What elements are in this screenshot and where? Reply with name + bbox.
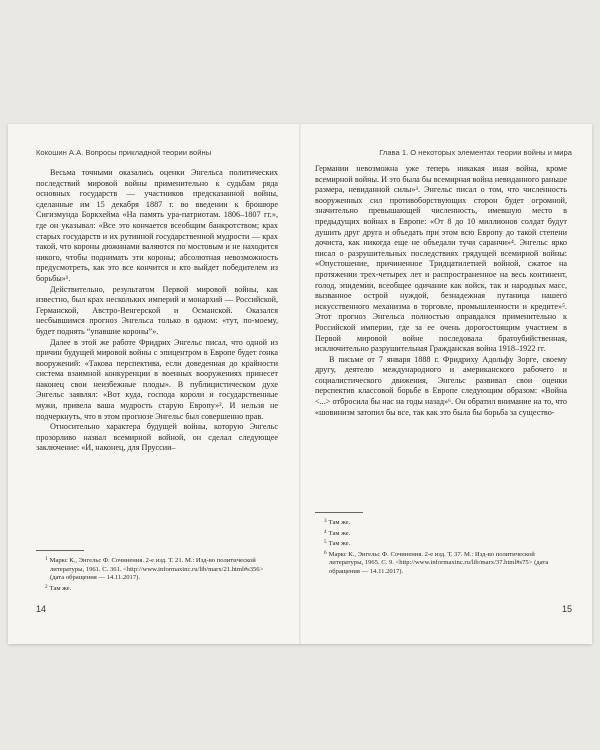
page-number: 14 xyxy=(36,604,47,614)
footnote xyxy=(315,517,567,528)
footnote-rule xyxy=(36,550,84,551)
right-page xyxy=(301,124,592,644)
footnote-rule xyxy=(315,512,363,513)
footnote xyxy=(36,555,278,583)
right-body-text xyxy=(315,164,567,418)
footnote-text: Там же. xyxy=(328,519,351,526)
paragraph: Германии невозможна уже теперь никакая иная война, кроме всемирной войны. И это была бы всемирная война невиданного раньше размера, невиданной силы»³. Энгельс писал о том, что численность вооруженных сил противоборствующих сторон будет огромной, значительно превышающей численность, имевшую место в предыдущих войнах в Европе: «От 8 до 10 миллионов солдат будут душить друг друга и объедать при этом всю Европу до такой степени дочиста, как никогда еще не объедали тучи саранчи»⁴. Энгельс ярко писал о разрушительных последствиях грядущей всемирной войны: «Опустошение, причиненное Тридцатилетней войной, сжатое на протяжении трех-четырех лет и распространенное на весь континент, голод, эпидемии, всеобщее одичание как войск, так и народных масс, вызванное острой нуждой, безнадежная путаница нашего искусственного механизма в торговле, промышленности и кредите»⁵. Этот прогноз Энгельса полностью оправдался применительно к Российской империи, где за ее очень дорогостоящим участием в Первой мировой войне последовала братоубийственная, исключительно разрушительная Гражданская война 1918–1922 гг. xyxy=(315,164,567,354)
paragraph: Относительно характера будущей войны, которую Энгельс прозорливо назвал всемирной войной, он сделал следующее заключение: «И, наконец, для Пруссии– xyxy=(36,422,278,453)
footnote-text: Там же. xyxy=(328,529,351,537)
footnote-number: 1 xyxy=(45,556,48,562)
footnote-number: 3 xyxy=(324,518,327,524)
footnote-number: 5 xyxy=(324,539,327,546)
paragraph: Действительно, результатом Первой мировой войны, как известно, был крах нескольких империй и монархий — Российской, Германской, Австро-Венгерской и Османской. Оказался несбывшимся прогноз Энгельса только в одном: «тут, по-моему, будет поднять “упавшие короны”». xyxy=(36,284,278,336)
footnote-number: 6 xyxy=(324,549,327,556)
footnote xyxy=(315,538,567,549)
footnote-text: Маркс К., Энгельс Ф. Сочинения. 2-е изд. Т. 37. М.: Изд-во политической литературы, 1965. С. 9. <http://www.informaxinc.ru/lib/marx/37.html#s75> (дата обращения — 14.11.2017). xyxy=(328,550,549,575)
page-number: 15 xyxy=(561,604,572,614)
running-head-author-title: Кокошин А.А. Вопросы прикладной теории войны xyxy=(36,148,212,157)
footnote-number: 2 xyxy=(45,583,48,590)
left-footnotes xyxy=(36,555,278,593)
footnote-text: Там же. xyxy=(49,584,72,592)
paragraph: В письме от 7 января 1888 г. Фридриху Адольфу Зорге, своему другу, деятелю международного и американского рабочего и социалистического движения, Энгельс развивал свои оценки перспектив классовой борьбе в Европе следующим образом: «Война <...> отбросила бы нас на годы назад»⁶. Он обратил внимание на то, что «шовинизм затопил бы все, так как это была бы борьба за существо- xyxy=(315,354,567,417)
book-spread xyxy=(8,124,592,644)
footnote-text: Там же. xyxy=(328,540,351,548)
left-body-text xyxy=(36,168,278,454)
paragraph: Весьма точными оказались оценки Энгельса политических последствий мировой войны применительно к судьбам ряда основных государств — участников предсказанной войны, сделанные им 15 декабря 1887 г. во введении к брошюре Сигизмунда Боркхейма «На память ура-патриотам. 1806–1807 гг.», где он указывал: «Все это кончается всеобщим банкротством; крах старых государств и их рутинной государственной мудрости — крах такой, что короны дюжинами валяются по мостовым и не находится никого, чтобы поднимать эти короны; абсолютная невозможность предусмотреть, как это все кончится и кто выйдет победителем из борьбы»¹. xyxy=(36,168,278,283)
running-head-chapter-title: Глава 1. О некоторых элементах теории войны и мира xyxy=(379,148,572,157)
right-footnotes xyxy=(315,517,567,577)
paragraph: Далее в этой же работе Фридрих Энгельс писал, что одной из причин будущей мировой войны с эпицентром в Европе будет гонка вооружений: «Такова перспектива, если доведенная до крайности система взаимной конкуренции в военных вооружениях принесет наконец свои неизбежные плоды». В публицистическом духе Энгельс заявлял: «Вот куда, господа короли и государственные мужи, привела ваша мудрость старую Европу»². И нельзя не подчеркнуть, что в этом прогнозе Энгельс был совершенно прав. xyxy=(36,337,278,421)
footnote xyxy=(36,583,278,594)
footnote-text: Маркс К., Энгельс Ф. Сочинения. 2-е изд. Т. 21. М.: Изд-во политической литературы, 1961. С. 361. <http://www.informaxinc.ru/lib/marx/21.html#s356> (дата обращения — 14.11.2017). xyxy=(49,557,264,582)
left-page xyxy=(8,124,299,644)
footnote xyxy=(315,549,567,577)
footnote xyxy=(315,528,567,539)
footnote-number: 4 xyxy=(324,528,327,535)
